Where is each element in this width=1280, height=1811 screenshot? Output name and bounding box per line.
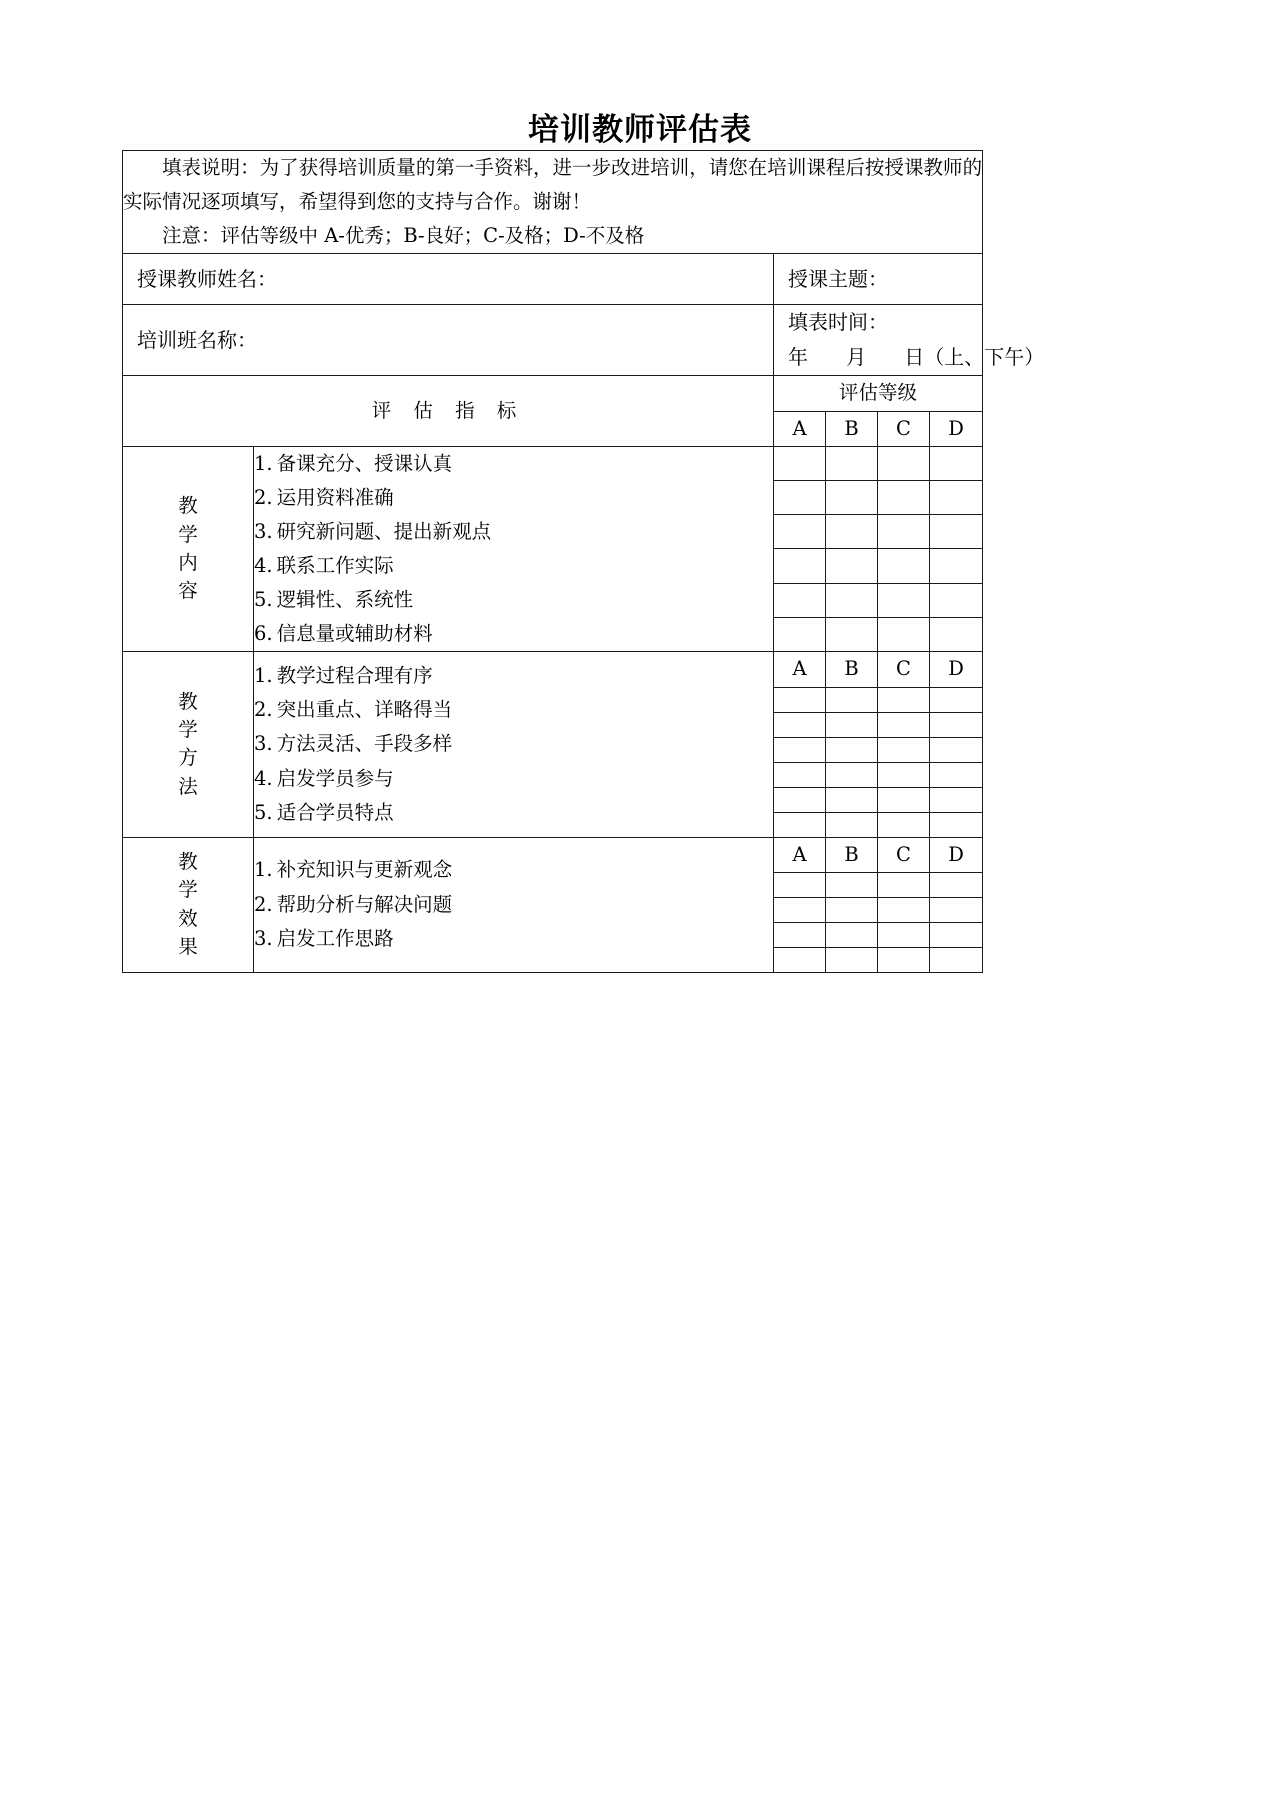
grade-checkbox-cell[interactable] [878, 872, 930, 897]
grade-checkbox-cell[interactable] [774, 480, 826, 514]
eval-item [254, 853, 773, 887]
grade-checkbox-cell[interactable] [774, 872, 826, 897]
eval-item-number: 4. [254, 554, 273, 577]
grade-header-b: B [826, 837, 878, 872]
section-label-char: 教 [178, 494, 198, 518]
eval-item-number: 2. [254, 892, 273, 916]
grade-checkbox-cell[interactable] [878, 480, 930, 514]
eval-item [254, 447, 773, 481]
section-label-char: 方 [178, 746, 198, 770]
eval-item-number: 2. [254, 698, 273, 722]
section-label-char: 学 [178, 718, 198, 742]
eval-item-number: 3. [254, 926, 273, 950]
grade-checkbox-cell[interactable] [826, 515, 878, 549]
section-label-chars [123, 848, 253, 961]
grade-checkbox-cell[interactable] [774, 515, 826, 549]
grade-checkbox-cell[interactable] [930, 947, 983, 972]
eval-item-text: 启发工作思路 [276, 926, 394, 950]
grade-header-a: A [774, 837, 826, 872]
eval-item-number: 1. [254, 451, 273, 475]
teacher-name-field[interactable] [123, 254, 774, 305]
eval-item [254, 515, 773, 549]
grade-checkbox-cell[interactable] [826, 812, 878, 837]
grade-checkbox-cell[interactable] [826, 872, 878, 897]
section-label-char: 效 [178, 906, 198, 930]
instructions-row [123, 151, 983, 254]
grade-header-a: A [774, 411, 826, 446]
grade-header-d: D [930, 411, 983, 446]
eval-item-number: 5. [254, 800, 273, 824]
date-field[interactable] [774, 305, 1045, 376]
grade-checkbox-cell[interactable] [826, 480, 878, 514]
grade-checkbox-cell[interactable] [878, 446, 930, 480]
section-label-char: 容 [178, 579, 198, 603]
grade-header-c: C [878, 837, 930, 872]
class-name-label: 培训班名称： [137, 327, 257, 352]
eval-item-text: 教学过程合理有序 [276, 664, 433, 688]
grade-checkbox-cell[interactable] [774, 583, 826, 617]
instruction-line-1: 填表说明：为了获得培训质量的第一手资料，进一步改进培训，请您在培训课程后按授课教师的实际情况逐项填写，希望得到您的支持与合作。谢谢！ [123, 156, 983, 214]
eval-item-text: 研究新问题、提出新观点 [276, 519, 492, 543]
topic-field[interactable] [774, 254, 983, 305]
grade-checkbox-cell[interactable] [878, 812, 930, 837]
grade-checkbox-cell[interactable] [826, 947, 878, 972]
eval-item-number: 3. [254, 732, 273, 756]
grade-checkbox-cell[interactable] [774, 947, 826, 972]
section-label-2 [123, 652, 254, 837]
grade-header-b: B [826, 411, 878, 446]
grade-header-d: D [930, 652, 983, 687]
grade-checkbox-cell[interactable] [878, 762, 930, 787]
grade-checkbox-cell[interactable] [774, 446, 826, 480]
eval-item-text: 逻辑性、系统性 [276, 588, 414, 612]
eval-item [254, 888, 773, 922]
section-label-chars [123, 492, 253, 605]
grade-checkbox-cell[interactable] [878, 618, 930, 652]
grade-checkbox-cell[interactable] [878, 549, 930, 583]
grade-checkbox-cell[interactable] [826, 583, 878, 617]
eval-item-text: 运用资料准确 [276, 485, 394, 509]
eval-item-number: 5. [254, 588, 273, 612]
grade-checkbox-cell[interactable] [826, 712, 878, 737]
grade-checkbox-cell[interactable] [826, 446, 878, 480]
topic-label: 授课主题： [788, 266, 888, 291]
teacher-topic-row [123, 254, 983, 305]
eval-item-number: 1. [254, 664, 273, 688]
grade-checkbox-cell[interactable] [774, 762, 826, 787]
grade-checkbox-cell[interactable] [930, 687, 983, 712]
eval-item-text: 方法灵活、手段多样 [276, 732, 453, 756]
grade-checkbox-cell[interactable] [930, 712, 983, 737]
eval-row [123, 837, 983, 872]
eval-item-number: 6. [254, 622, 273, 646]
section-label-chars [123, 688, 253, 801]
grade-checkbox-cell[interactable] [930, 618, 983, 652]
grade-checkbox-cell[interactable] [878, 737, 930, 762]
section-items-2 [254, 652, 774, 837]
grade-checkbox-cell[interactable] [774, 787, 826, 812]
eval-item-text: 适合学员特点 [276, 800, 394, 824]
grade-header: 评估等级 [774, 376, 983, 411]
instruction-line-2: 注意：评估等级中 A-优秀；B-良好；C-及格；D-不及格 [162, 224, 645, 248]
grade-header-c: C [878, 411, 930, 446]
grade-checkbox-cell[interactable] [774, 922, 826, 947]
grade-checkbox-cell[interactable] [826, 922, 878, 947]
grade-checkbox-cell[interactable] [826, 897, 878, 922]
eval-item-text: 帮助分析与解决问题 [276, 892, 453, 916]
eval-item [254, 796, 773, 830]
section-items-3 [254, 837, 774, 972]
grade-checkbox-cell[interactable] [826, 762, 878, 787]
section-label-1 [123, 446, 254, 652]
eval-item-number: 1. [254, 858, 273, 882]
date-label: 填表时间： [788, 310, 888, 335]
grade-checkbox-cell[interactable] [774, 549, 826, 583]
class-name-field[interactable] [123, 305, 774, 376]
section-label-char: 法 [178, 774, 198, 798]
grade-checkbox-cell[interactable] [878, 787, 930, 812]
eval-item [254, 693, 773, 727]
eval-item-text: 联系工作实际 [276, 554, 394, 577]
grade-checkbox-cell[interactable] [878, 922, 930, 947]
section-label-char: 教 [178, 850, 198, 874]
eval-item [254, 762, 773, 796]
page-title: 培训教师评估表 [528, 112, 752, 148]
grade-checkbox-cell[interactable] [774, 812, 826, 837]
grade-checkbox-cell[interactable] [774, 897, 826, 922]
instructions-cell [123, 151, 983, 254]
section-label-char: 教 [178, 689, 198, 713]
grade-checkbox-cell[interactable] [930, 787, 983, 812]
eval-item [254, 727, 773, 761]
eval-item-number: 4. [254, 766, 273, 790]
eval-item [254, 549, 773, 583]
grade-checkbox-cell[interactable] [774, 687, 826, 712]
indicator-header: 评 估 指 标 [123, 376, 774, 446]
eval-item-text: 启发学员参与 [276, 766, 394, 790]
eval-item-number: 2. [254, 485, 273, 509]
eval-item [254, 659, 773, 693]
grade-checkbox-cell[interactable] [930, 762, 983, 787]
grade-checkbox-cell[interactable] [878, 712, 930, 737]
teacher-name-label: 授课教师姓名： [137, 266, 277, 291]
grade-checkbox-cell[interactable] [930, 480, 983, 514]
grade-checkbox-cell[interactable] [826, 549, 878, 583]
grade-checkbox-cell[interactable] [930, 515, 983, 549]
grade-checkbox-cell[interactable] [878, 897, 930, 922]
eval-row [123, 446, 983, 480]
eval-item-text: 补充知识与更新观念 [276, 858, 453, 882]
grade-checkbox-cell[interactable] [930, 549, 983, 583]
grade-checkbox-cell[interactable] [826, 687, 878, 712]
grade-checkbox-cell[interactable] [930, 812, 983, 837]
section-label-char: 内 [178, 551, 198, 574]
eval-item [254, 617, 773, 651]
eval-item [254, 481, 773, 515]
section-label-char: 果 [178, 934, 198, 958]
evaluation-form-table [122, 150, 1045, 973]
grade-checkbox-cell[interactable] [930, 922, 983, 947]
class-date-row [123, 305, 983, 376]
eval-header-row [123, 376, 983, 411]
grade-checkbox-cell[interactable] [826, 737, 878, 762]
section-label-char: 学 [178, 878, 198, 902]
section-label-char: 学 [178, 522, 198, 546]
grade-checkbox-cell[interactable] [930, 583, 983, 617]
grade-checkbox-cell[interactable] [774, 618, 826, 652]
grade-header-b: B [826, 652, 878, 687]
grade-checkbox-cell[interactable] [930, 737, 983, 762]
eval-item-text: 突出重点、详略得当 [276, 698, 453, 722]
eval-item-number: 3. [254, 519, 273, 543]
grade-checkbox-cell[interactable] [826, 787, 878, 812]
eval-item [254, 922, 773, 956]
grade-checkbox-cell[interactable] [878, 515, 930, 549]
grade-header-a: A [774, 652, 826, 687]
section-items-1 [254, 446, 774, 652]
grade-checkbox-cell[interactable] [878, 947, 930, 972]
grade-checkbox-cell[interactable] [878, 687, 930, 712]
eval-item [254, 583, 773, 617]
grade-checkbox-cell[interactable] [930, 446, 983, 480]
grade-checkbox-cell[interactable] [930, 872, 983, 897]
eval-item-text: 信息量或辅助材料 [276, 622, 433, 646]
grade-header-c: C [878, 652, 930, 687]
grade-checkbox-cell[interactable] [774, 712, 826, 737]
section-label-3 [123, 837, 254, 972]
grade-header-d: D [930, 837, 983, 872]
date-value: 年 月 日（上、下午） [788, 345, 1045, 370]
eval-item-text: 备课充分、授课认真 [276, 451, 453, 475]
grade-checkbox-cell[interactable] [826, 618, 878, 652]
grade-checkbox-cell[interactable] [878, 583, 930, 617]
grade-checkbox-cell[interactable] [774, 737, 826, 762]
eval-row [123, 652, 983, 687]
grade-checkbox-cell[interactable] [930, 897, 983, 922]
